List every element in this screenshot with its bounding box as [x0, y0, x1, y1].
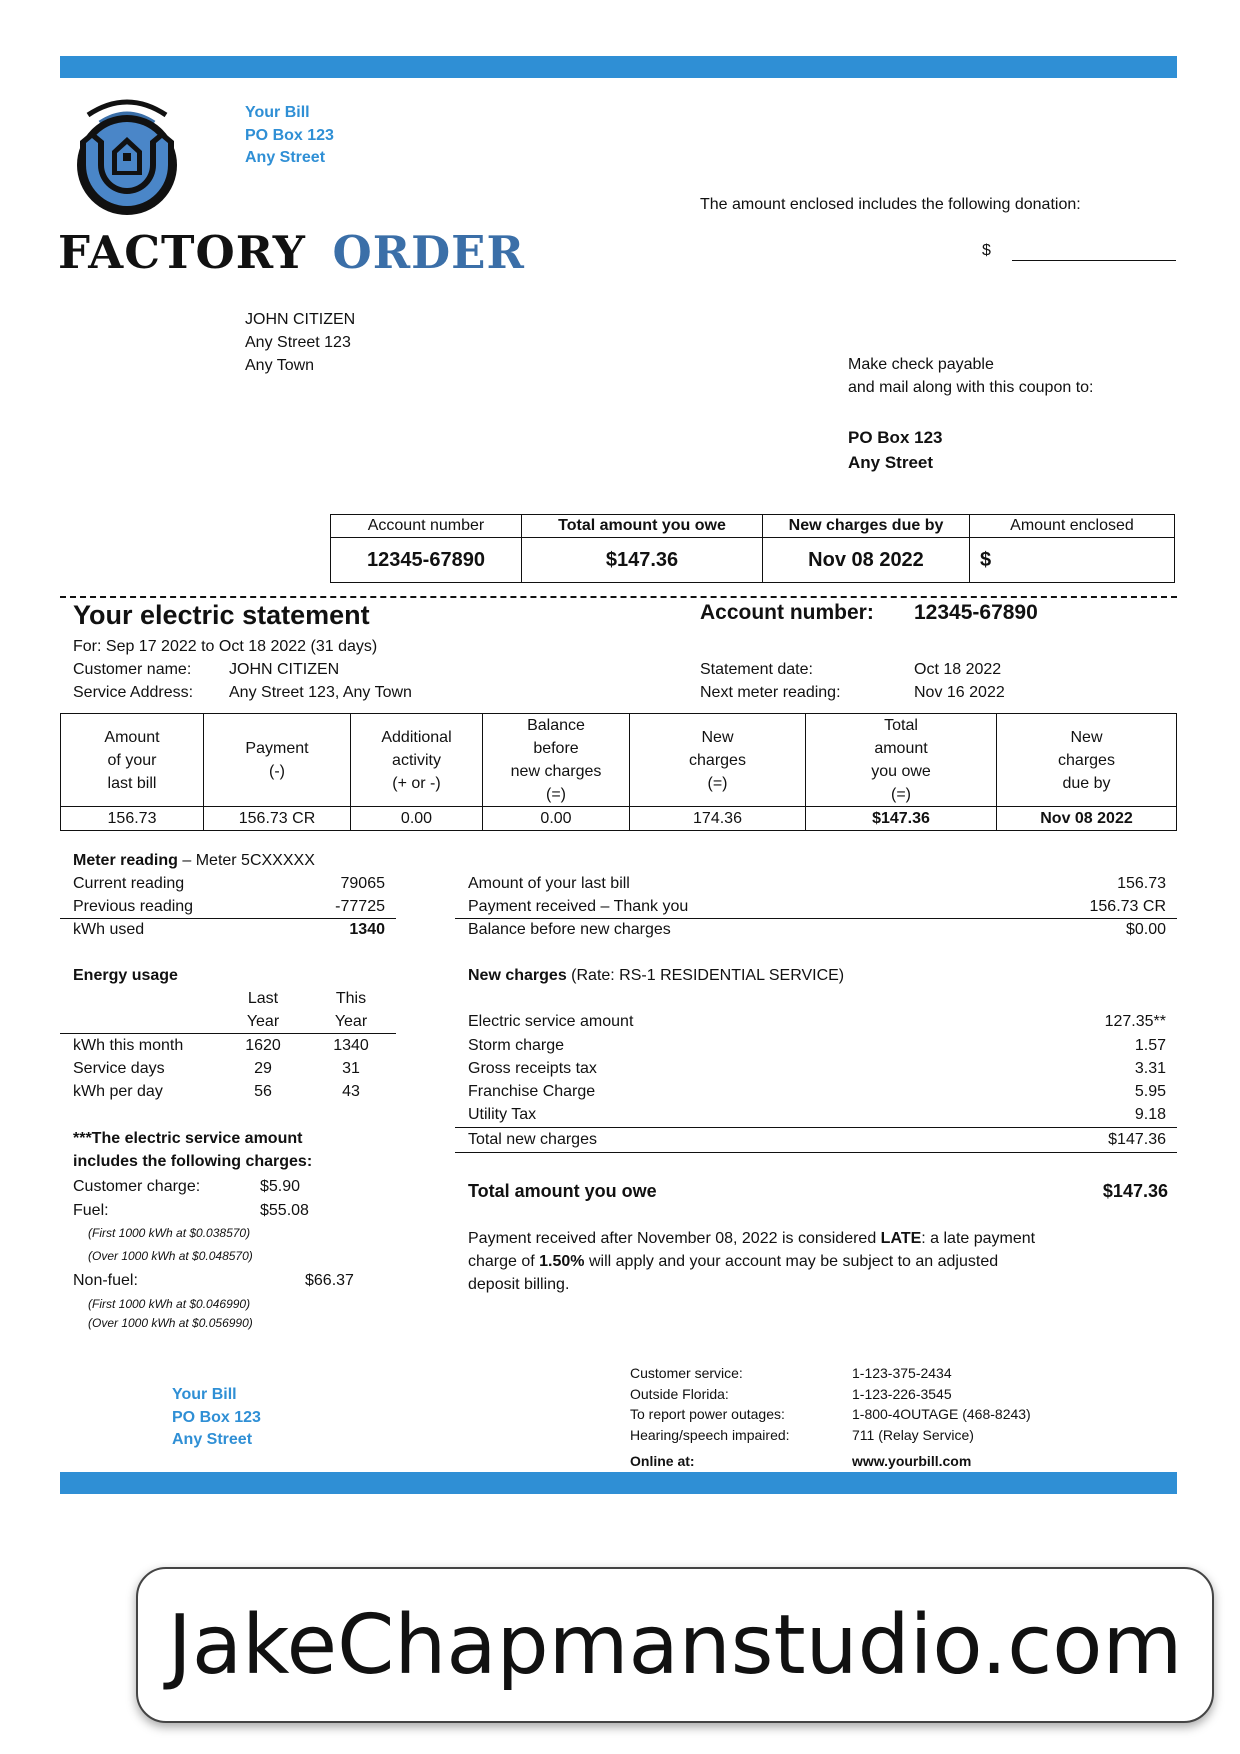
summary-header-line: (-) — [269, 763, 285, 780]
summary-header-total — [806, 714, 997, 807]
contact-label: To report power outages: — [630, 1406, 785, 1422]
nonfuel-label: Non-fuel: — [73, 1272, 138, 1289]
balance-row-value: 156.73 — [1117, 875, 1166, 892]
service-address-value: Any Street 123, Any Town — [229, 684, 412, 701]
summary-header-line: amount — [874, 740, 928, 757]
late-notice-text: charge of — [468, 1253, 540, 1270]
energy-col-header-line: This — [335, 990, 367, 1007]
energy-title: Energy usage — [73, 967, 178, 984]
summary-header-line: Payment — [245, 740, 309, 757]
charge-row-label: Storm charge — [468, 1037, 565, 1054]
fuel-note: (First 1000 kWh at $0.038570) — [88, 1226, 251, 1240]
payable-line: and mail along with this coupon to: — [848, 379, 1094, 396]
remit-header-account: Account number — [331, 515, 522, 538]
late-notice-text: will apply and your account may be subject to an adjusted — [584, 1253, 999, 1270]
meter-row: Current reading — [73, 875, 185, 892]
summary-payment: 156.73 CR — [204, 807, 351, 831]
charge-row-value: 5.95 — [1134, 1083, 1166, 1100]
summary-header-line: activity — [392, 751, 441, 769]
charge-row-value: 9.18 — [1134, 1106, 1166, 1123]
summary-header-line: (=) — [546, 786, 566, 803]
late-notice-line — [468, 1250, 1168, 1273]
contact-value[interactable]: 711 (Relay Service) — [852, 1426, 974, 1443]
statement-date-label: Statement date: — [700, 661, 813, 678]
summary-header-due-by — [997, 714, 1177, 807]
new-charges-title-bold: New charges — [468, 967, 567, 984]
remittance-table — [330, 514, 1175, 583]
bottom-accent-bar — [60, 1472, 1177, 1494]
summary-header-new-charges — [630, 714, 806, 807]
fuel-value: $55.08 — [260, 1202, 309, 1219]
service-address-label: Service Address: — [73, 684, 194, 701]
energy-row-this: 1340 — [333, 1037, 369, 1054]
energy-col-header-line: Year — [246, 1013, 280, 1030]
late-notice-percent: 1.50% — [539, 1253, 585, 1270]
fuel-label: Fuel: — [73, 1202, 109, 1219]
statement-period: For: Sep 17 2022 to Oct 18 2022 (31 days) — [73, 638, 378, 655]
energy-col-last — [233, 987, 293, 1033]
energy-row-last: 1620 — [245, 1037, 281, 1054]
contact-label: Hearing/speech impaired: — [630, 1426, 790, 1443]
summary-additional: 0.00 — [351, 807, 483, 831]
energy-row-last: 29 — [254, 1060, 272, 1077]
contact-row — [630, 1404, 1031, 1425]
payable-line: Make check payable — [848, 356, 994, 373]
summary-header-line: charges — [689, 751, 746, 769]
logo-emblem-icon — [66, 93, 188, 218]
contact-label: Outside Florida: — [630, 1385, 729, 1402]
remit-header-enclosed: Amount enclosed — [970, 515, 1175, 538]
account-summary-table — [60, 713, 1177, 831]
charge-row-value: 3.31 — [1134, 1060, 1166, 1077]
nonfuel-note: (First 1000 kWh at $0.046990) — [88, 1297, 251, 1311]
balance-row-value: 156.73 CR — [1089, 898, 1166, 915]
summary-header-line: (+ or -) — [392, 774, 441, 792]
remit-amount-enclosed-field[interactable]: $ — [970, 538, 1175, 583]
meter-row: kWh used — [73, 921, 145, 938]
energy-row-last: 56 — [254, 1083, 272, 1100]
charge-row-value: 127.35** — [1104, 1013, 1166, 1030]
logo-word-order: ORDER — [332, 226, 525, 279]
meter-row-value: -77725 — [335, 898, 385, 915]
energy-col-header-line: Last — [247, 990, 279, 1007]
footer-address-line: Any Street — [172, 1431, 253, 1448]
footer-contacts — [630, 1363, 1031, 1472]
remit-total-owe: $147.36 — [522, 538, 763, 583]
coupon-cut-line — [60, 596, 1177, 598]
footer-address-line: PO Box 123 — [172, 1408, 261, 1426]
meter-row-value: 79065 — [340, 875, 385, 892]
summary-header-line: last bill — [107, 774, 157, 792]
summary-last-bill: 156.73 — [61, 807, 204, 831]
statement-account-label: Account number: — [700, 601, 874, 624]
summary-header-line: New — [1070, 728, 1103, 746]
summary-header-line: due by — [1062, 774, 1111, 792]
late-notice-late: LATE — [880, 1230, 922, 1247]
contact-row — [630, 1363, 1031, 1384]
summary-header-line: of your — [107, 751, 157, 769]
energy-row-this: 31 — [342, 1060, 360, 1077]
contact-row — [630, 1425, 1031, 1446]
summary-balance: 0.00 — [483, 807, 630, 831]
contact-row — [630, 1384, 1031, 1405]
return-address — [245, 102, 334, 170]
customer-name: JOHN CITIZEN — [245, 311, 356, 328]
watermark-banner — [136, 1567, 1214, 1723]
balance-row-value: $0.00 — [1125, 921, 1166, 938]
summary-header-line: you owe — [871, 763, 931, 780]
includes-title-line: ***The electric service amount — [73, 1130, 303, 1147]
payable-address-line: PO Box 123 — [848, 428, 943, 447]
energy-row-this: 43 — [342, 1083, 360, 1100]
summary-header-balance — [483, 714, 630, 807]
summary-header-line: (=) — [707, 774, 728, 792]
summary-header-line: (=) — [891, 786, 911, 803]
remit-account-number: 12345-67890 — [331, 538, 522, 583]
late-notice-line — [468, 1227, 1168, 1250]
summary-header-last-bill — [61, 714, 204, 807]
charges-total-bottom-rule — [455, 1152, 1177, 1153]
footer-address-line: Your Bill — [172, 1386, 237, 1403]
company-logo — [66, 93, 188, 218]
contact-value[interactable]: 1-123-375-2434 — [852, 1365, 952, 1381]
customer-charge-value: $5.90 — [260, 1178, 301, 1195]
includes-title-line: includes the following charges: — [73, 1153, 313, 1170]
new-charges-title-rest: (Rate: RS-1 RESIDENTIAL SERVICE) — [566, 967, 845, 984]
top-accent-bar — [60, 56, 1177, 78]
energy-row-label: Service days — [73, 1060, 165, 1077]
summary-header-line: Amount — [104, 728, 160, 746]
meter-title-bold: Meter reading — [73, 852, 178, 869]
energy-row-label: kWh per day — [73, 1083, 163, 1100]
donation-currency: $ — [982, 242, 991, 259]
next-reading-value: Nov 16 2022 — [914, 684, 1005, 701]
total-owe-label: Total amount you owe — [468, 1181, 657, 1201]
contact-value[interactable]: 1-800-4OUTAGE (468-8243) — [852, 1406, 1031, 1422]
summary-new-charges: 174.36 — [630, 807, 806, 831]
energy-col-this — [321, 987, 381, 1033]
customer-street: Any Street 123 — [245, 334, 351, 351]
meter-title — [73, 849, 315, 872]
meter-title-rest: – Meter 5CXXXXX — [177, 852, 315, 869]
summary-header-additional — [351, 714, 483, 807]
statement-title: Your electric statement — [73, 600, 370, 630]
customer-address — [245, 308, 355, 377]
energy-col-header-line: Year — [334, 1013, 368, 1030]
energy-row-label: kWh this month — [73, 1037, 184, 1054]
charges-total-label: Total new charges — [468, 1131, 597, 1148]
meter-row-value: 1340 — [349, 921, 385, 938]
logo-wordmark — [58, 226, 525, 279]
logo-word-factory: FACTORY — [58, 226, 306, 279]
return-address-line: PO Box 123 — [245, 126, 334, 144]
charges-total-value: $147.36 — [1108, 1131, 1166, 1148]
contact-value[interactable]: 1-123-226-3545 — [852, 1385, 952, 1402]
meter-row: Previous reading — [73, 898, 194, 915]
summary-due-by: Nov 08 2022 — [997, 807, 1177, 831]
late-notice-text: Payment received after November 08, 2022 is considered — [468, 1230, 881, 1247]
payable-instructions — [848, 353, 1093, 399]
total-owe-value: $147.36 — [1102, 1181, 1168, 1201]
summary-header-line: charges — [1058, 751, 1115, 769]
late-notice-text: : a late payment — [921, 1230, 1036, 1247]
statement-date-value: Oct 18 2022 — [914, 661, 1002, 678]
new-charges-title — [468, 964, 844, 987]
late-payment-notice — [468, 1227, 1168, 1296]
charge-row-label: Utility Tax — [468, 1106, 537, 1123]
customer-charge-label: Customer charge: — [73, 1178, 201, 1195]
balance-row-label: Payment received – Thank you — [468, 898, 689, 915]
customer-name-value: JOHN CITIZEN — [229, 661, 340, 678]
online-link[interactable]: www.yourbill.com — [852, 1453, 972, 1469]
charge-row-label: Electric service amount — [468, 1013, 634, 1030]
payable-address — [848, 425, 943, 475]
statement-account-value: 12345-67890 — [914, 601, 1038, 624]
contact-label: Customer service: — [630, 1365, 743, 1381]
footer-address — [172, 1384, 261, 1452]
summary-header-line: Total — [884, 717, 918, 734]
balance-row-label: Amount of your last bill — [468, 875, 630, 892]
charge-row-label: Gross receipts tax — [468, 1060, 597, 1077]
online-label: Online at: — [630, 1453, 695, 1469]
donation-text: The amount enclosed includes the following donation: — [700, 196, 1081, 213]
summary-header-payment — [204, 714, 351, 807]
customer-town: Any Town — [245, 357, 315, 374]
summary-header-line: new charges — [510, 763, 602, 780]
return-address-line: Your Bill — [245, 104, 310, 121]
fuel-note: (Over 1000 kWh at $0.048570) — [88, 1249, 253, 1263]
summary-header-line: Balance — [527, 717, 585, 734]
balance-row-label: Balance before new charges — [468, 921, 671, 938]
nonfuel-value: $66.37 — [305, 1272, 354, 1289]
watermark-text: JakeChapmanstudio.com — [167, 1597, 1183, 1693]
customer-name-label: Customer name: — [73, 661, 192, 678]
summary-total: $147.36 — [806, 807, 997, 831]
return-address-line: Any Street — [245, 149, 326, 166]
charge-row-value: 1.57 — [1134, 1037, 1166, 1054]
nonfuel-note: (Over 1000 kWh at $0.056990) — [88, 1316, 253, 1330]
summary-header-line: before — [533, 740, 579, 757]
next-reading-label: Next meter reading: — [700, 684, 841, 701]
summary-header-line: New — [701, 728, 734, 746]
donation-amount-line[interactable] — [1012, 260, 1176, 261]
summary-header-line: Additional — [381, 728, 452, 746]
remit-header-total: Total amount you owe — [522, 515, 763, 538]
remit-due-date: Nov 08 2022 — [763, 538, 970, 583]
charge-row-label: Franchise Charge — [468, 1083, 596, 1100]
late-notice-line: deposit billing. — [468, 1276, 570, 1293]
remit-header-due: New charges due by — [763, 515, 970, 538]
contact-row — [630, 1451, 1031, 1472]
includes-title — [73, 1127, 312, 1173]
payable-address-line: Any Street — [848, 453, 934, 472]
